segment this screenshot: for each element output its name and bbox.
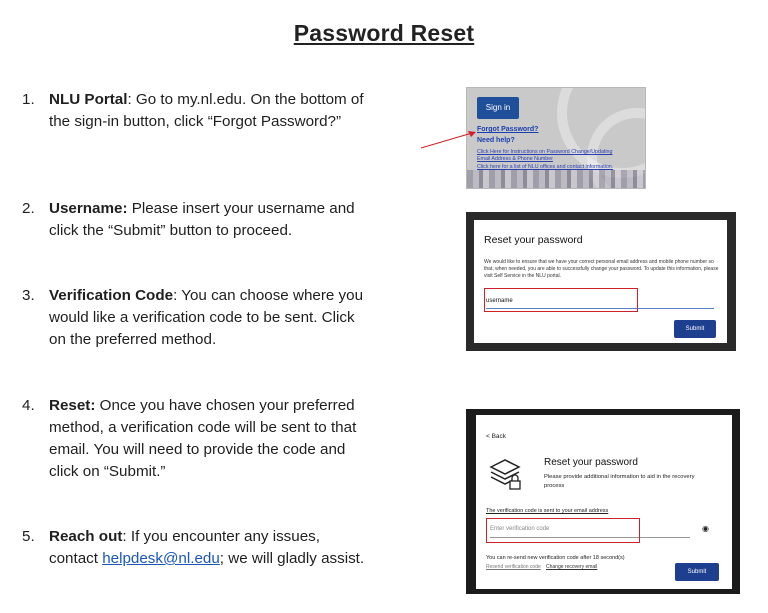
step-2	[22, 198, 367, 242]
highlight-box	[484, 288, 638, 312]
instructions-link[interactable]: Click Here for Instructions on Password Change/Updating	[477, 149, 613, 155]
sign-in-button[interactable]: Sign in	[477, 97, 519, 119]
username-screenshot	[466, 212, 736, 351]
step-label: Username:	[49, 200, 128, 217]
step-label: Reset:	[49, 397, 96, 414]
background-pattern	[467, 170, 645, 188]
eye-icon[interactable]: ◉	[702, 524, 709, 533]
red-arrow-icon	[420, 128, 480, 152]
step-text: Once you have chosen your preferred method, a verification code will be sent to that email. You will need to provide the code and click on “Submit.”	[49, 397, 357, 480]
reset-panel	[474, 220, 727, 343]
step-4	[22, 395, 367, 483]
offices-link[interactable]: Click here for a list of NLU offices and contact information.	[477, 164, 614, 170]
step-3	[22, 285, 367, 351]
step-text: ; we will gladly assist.	[219, 550, 365, 567]
verify-panel	[476, 415, 732, 589]
step-1	[22, 89, 367, 133]
highlight-box	[486, 518, 640, 543]
step-number: 4.	[22, 397, 35, 414]
back-link[interactable]: < Back	[486, 433, 507, 440]
layers-lock-icon	[488, 457, 522, 491]
step-text: : If you encounter any issues, contact	[49, 528, 320, 567]
username-input[interactable]: username	[486, 298, 714, 309]
step-label: NLU Portal	[49, 91, 128, 108]
submit-button[interactable]: Submit	[675, 563, 719, 581]
reset-paragraph: We would like to ensure that we have your correct personal email address and mobile phone number so that, when needed, you are able to successfully change your password. To update this information, please visit Self Service in the NLU portal.	[484, 259, 719, 279]
step-text: : Go to my.nl.edu. On the bottom of the sign-in button, click “Forgot Password?”	[49, 91, 364, 130]
step-5	[22, 526, 367, 570]
need-help-heading: Need help?	[477, 137, 515, 144]
resend-code-link[interactable]: Resend verification code	[486, 564, 541, 570]
step-number: 5.	[22, 528, 35, 545]
code-sent-note: The verification code is sent to your email address	[486, 508, 609, 514]
resend-note: You can re-send new verification code after 18 second(s)	[486, 555, 625, 561]
signin-screenshot	[466, 87, 646, 189]
step-label: Reach out	[49, 528, 123, 545]
forgot-password-link[interactable]: Forgot Password?	[477, 126, 539, 133]
reset-paragraph: Please provide additional information to aid in the recovery process	[544, 474, 695, 489]
reset-heading: Reset your password	[544, 457, 638, 468]
page-title: Password Reset	[293, 20, 475, 46]
step-text: : You can choose where you would like a verification code to be sent. Click on the preferred method.	[49, 287, 364, 348]
submit-button[interactable]: Submit	[674, 320, 716, 338]
helpdesk-email-link[interactable]: helpdesk@nl.edu	[102, 550, 220, 567]
step-label: Verification Code	[49, 287, 174, 304]
verification-screenshot	[466, 409, 740, 594]
verification-code-input[interactable]: Enter verification code	[490, 526, 690, 538]
step-number: 1.	[22, 91, 35, 108]
reset-heading: Reset your password	[484, 234, 583, 246]
change-recovery-email-link[interactable]: Change recovery email	[546, 564, 598, 570]
step-text: Please insert your username and click the “Submit” button to proceed.	[49, 200, 355, 239]
email-phone-link[interactable]: Email Address & Phone Number	[477, 156, 553, 162]
step-number: 3.	[22, 287, 35, 304]
step-number: 2.	[22, 200, 35, 217]
